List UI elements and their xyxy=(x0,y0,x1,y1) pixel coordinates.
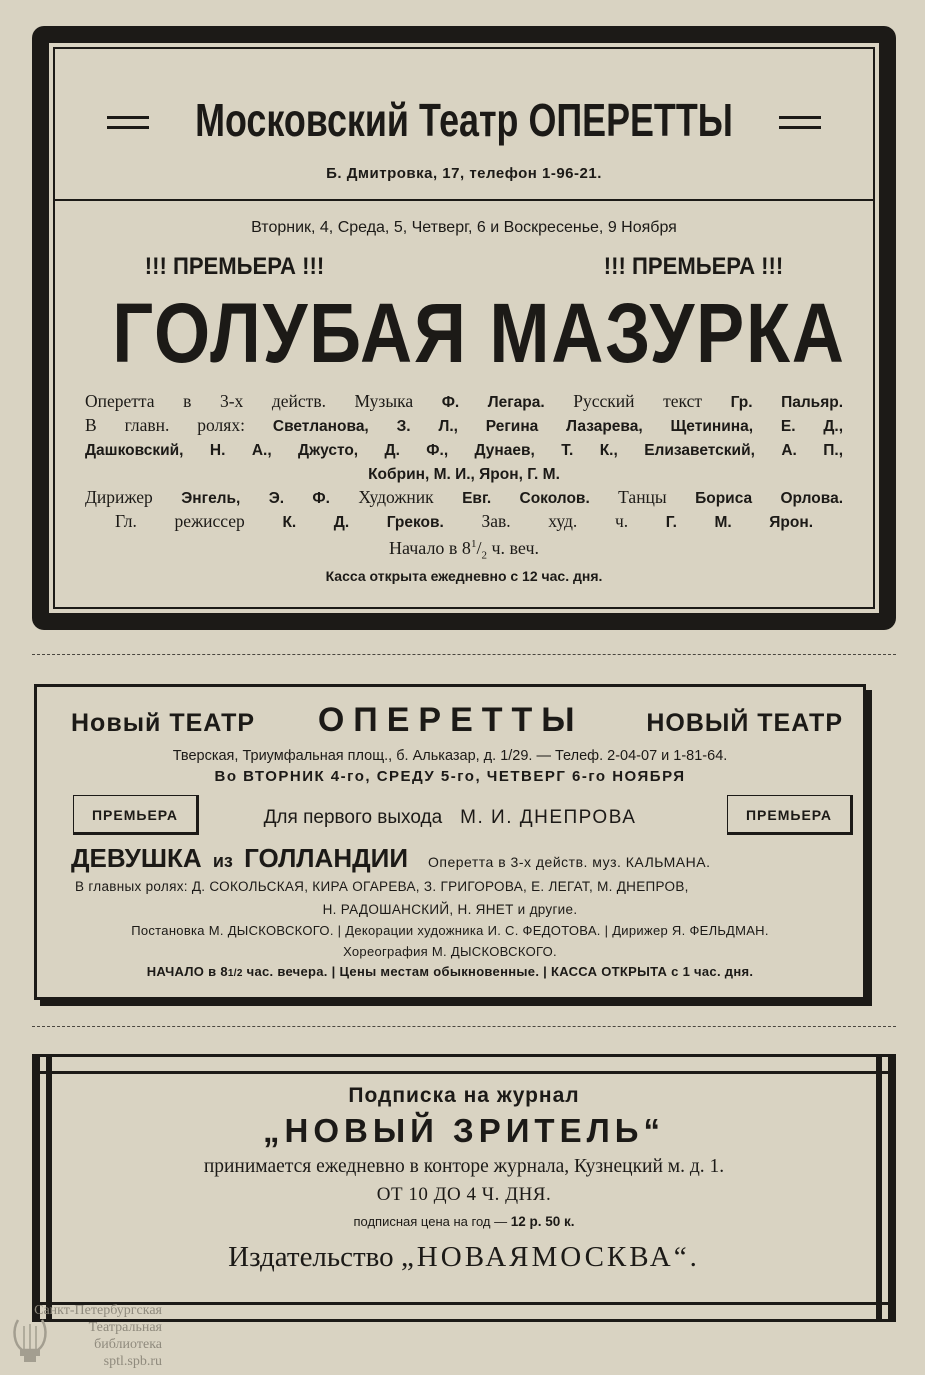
watermark-line: sptl.spb.ru xyxy=(103,1354,162,1369)
credit-name: Энгель, Э. Ф. xyxy=(181,490,330,507)
frame-band xyxy=(32,1054,896,1074)
ad1-play-title: ГОЛУБАЯ МАЗУРКА xyxy=(112,286,846,380)
play-title-part: из xyxy=(212,851,233,871)
start-frac-num: 1 xyxy=(470,538,477,550)
subscription-heading: Подписка на журнал xyxy=(348,1084,580,1107)
frame-bar xyxy=(46,1054,52,1322)
price-text: подписная цена на год — xyxy=(353,1214,508,1229)
credit-text: Танцы xyxy=(618,487,667,507)
credit-text: Зав. худ. ч. xyxy=(481,511,629,531)
credit-text: Художник xyxy=(358,487,434,507)
play-title-part: ДЕВУШКА xyxy=(71,843,202,873)
credit-name: Дашковский, Н. А., Джусто, Д. Ф., Дунаев, Т. К., Елизаветский, А. П., xyxy=(85,442,843,459)
magazine-title: „НОВЫЙ ЗРИТЕЛЬ“ xyxy=(263,1112,665,1149)
separator xyxy=(32,654,896,655)
premiere-label: !!! ПРЕМЬЕРА !!! xyxy=(144,253,325,280)
ad2-cast: Н. РАДОШАНСКИЙ, Н. ЯНЕТ и другие. xyxy=(322,902,578,917)
premiere-badge: ПРЕМЬЕРА xyxy=(73,795,199,835)
credit-name: Светланова, З. Л., Регина Лазарева, Щетинина, Е. Д., xyxy=(272,418,844,435)
credit-name: Г. М. Ярон. xyxy=(665,514,814,531)
ad2-staff: Хореография М. ДЫСКОВСКОГО. xyxy=(343,944,557,959)
subscription-price xyxy=(72,1214,856,1229)
credit-name: Евг. Соколов. xyxy=(462,490,590,507)
ornament-dash-icon xyxy=(107,113,149,133)
credit-name: Кобрин, М. И., Ярон, Г. М. xyxy=(368,466,560,483)
ad1-title: Московский Театр ОПЕРЕТТЫ xyxy=(195,94,733,146)
publisher-name: „НОВАЯМОСКВА“. xyxy=(400,1241,700,1273)
ad1-start-time: Начало в $8^1/_2$ ч. веч. xyxy=(388,538,539,562)
ad2-header xyxy=(37,687,863,740)
credit-text: Дирижер xyxy=(85,487,153,507)
ad2-header-left: Новый ТЕАТР xyxy=(71,709,256,737)
ad2-footer xyxy=(37,964,863,979)
debut-text: Для первого выхода xyxy=(263,807,443,828)
separator xyxy=(32,1026,896,1027)
frame-bar xyxy=(876,1054,882,1322)
ad2-dates: Во ВТОРНИК 4-го, СРЕДУ 5-го, ЧЕТВЕРГ 6-го НОЯБРЯ xyxy=(214,768,686,785)
credit-name: Ф. Легара. xyxy=(441,394,545,411)
credit-name: К. Д. Греков. xyxy=(282,514,444,531)
ad2-play xyxy=(37,843,863,874)
credit-text: Оперетта в 3-х действ. Музыка xyxy=(85,391,414,411)
credit-name: Гр. Пальяр. xyxy=(730,394,844,411)
ad1-header xyxy=(55,49,873,201)
watermark-line: Санкт-Петербургская xyxy=(34,1303,162,1318)
footer-text: час. вечера. | Цены местам обыкновенные. | КАССА ОТКРЫТА с 1 час. дня. xyxy=(242,964,754,979)
credit-text: Гл. режиссер xyxy=(115,511,245,531)
ad2-header-right: НОВЫЙ ТЕАТР xyxy=(646,709,843,737)
ad-new-operetta xyxy=(34,684,866,1000)
watermark-text xyxy=(6,1302,162,1370)
frame-bar xyxy=(32,1054,40,1322)
ad1-address: Б. Дмитровка, 17, телефон 1-96-21. xyxy=(326,165,602,182)
library-watermark xyxy=(4,1300,164,1372)
ad2-cast: В главных ролях: Д. СОКОЛЬСКАЯ, КИРА ОГАРЕВА, З. ГРИГОРОВА, Е. ЛЕГАТ, М. ДНЕПРОВ, xyxy=(75,879,689,894)
start-text: ч. веч. xyxy=(486,538,539,558)
watermark-line: библиотека xyxy=(94,1337,162,1352)
ad2-address: Тверская, Триумфальная площ., б. Альказар, д. 1/29. — Телеф. 2-04-07 и 1-81-64. xyxy=(172,748,728,764)
footer-text: НАЧАЛО в 8 xyxy=(146,964,228,979)
credit-text: В главн. ролях: xyxy=(85,415,245,435)
ad1-box-office: Касса открыта ежедневно с 12 час. дня. xyxy=(325,567,603,584)
ad-subscription xyxy=(32,1054,896,1322)
price-value: 12 р. 50 к. xyxy=(510,1214,575,1229)
watermark-line: Театральная xyxy=(88,1320,162,1335)
office-hours: ОТ 10 ДО 4 Ч. ДНЯ. xyxy=(376,1184,552,1205)
publisher xyxy=(72,1241,856,1274)
premiere-label: !!! ПРЕМЬЕРА !!! xyxy=(603,253,784,280)
ad2-title: ОПЕРЕТТЫ xyxy=(317,701,584,739)
subscription-info: принимается ежедневно в конторе журнала, Кузнецкий м. д. 1. xyxy=(203,1156,725,1177)
frame-bar xyxy=(888,1054,896,1322)
play-title-part: ГОЛЛАНДИИ xyxy=(244,843,409,873)
premiere-badge: ПРЕМЬЕРА xyxy=(727,795,853,835)
start-frac-den: 2 xyxy=(481,549,487,562)
ad1-credits xyxy=(55,390,873,534)
debut-name: М. И. ДНЕПРОВА xyxy=(460,807,637,828)
start-text: Начало в 8 xyxy=(388,538,471,558)
ad1-dates: Вторник, 4, Среда, 5, Четверг, 6 и Воскресенье, 9 Ноября xyxy=(251,219,677,236)
ad2-debut xyxy=(187,807,713,829)
ornament-dash-icon xyxy=(779,113,821,133)
ad2-staff: Постановка М. ДЫСКОВСКОГО. | Декорации художника И. С. ФЕДОТОВА. | Дирижер Я. ФЕЛЬДМАН. xyxy=(131,923,769,938)
credit-name: Бориса Орлова. xyxy=(695,490,843,507)
publisher-text: Издательство xyxy=(228,1241,401,1273)
play-description: Оперетта в 3-х действ. муз. КАЛЬМАНА. xyxy=(428,854,711,870)
footer-frac: 1/2 xyxy=(227,968,243,979)
credit-text: Русский текст xyxy=(573,391,703,411)
ad-moscow-operetta xyxy=(32,26,896,630)
